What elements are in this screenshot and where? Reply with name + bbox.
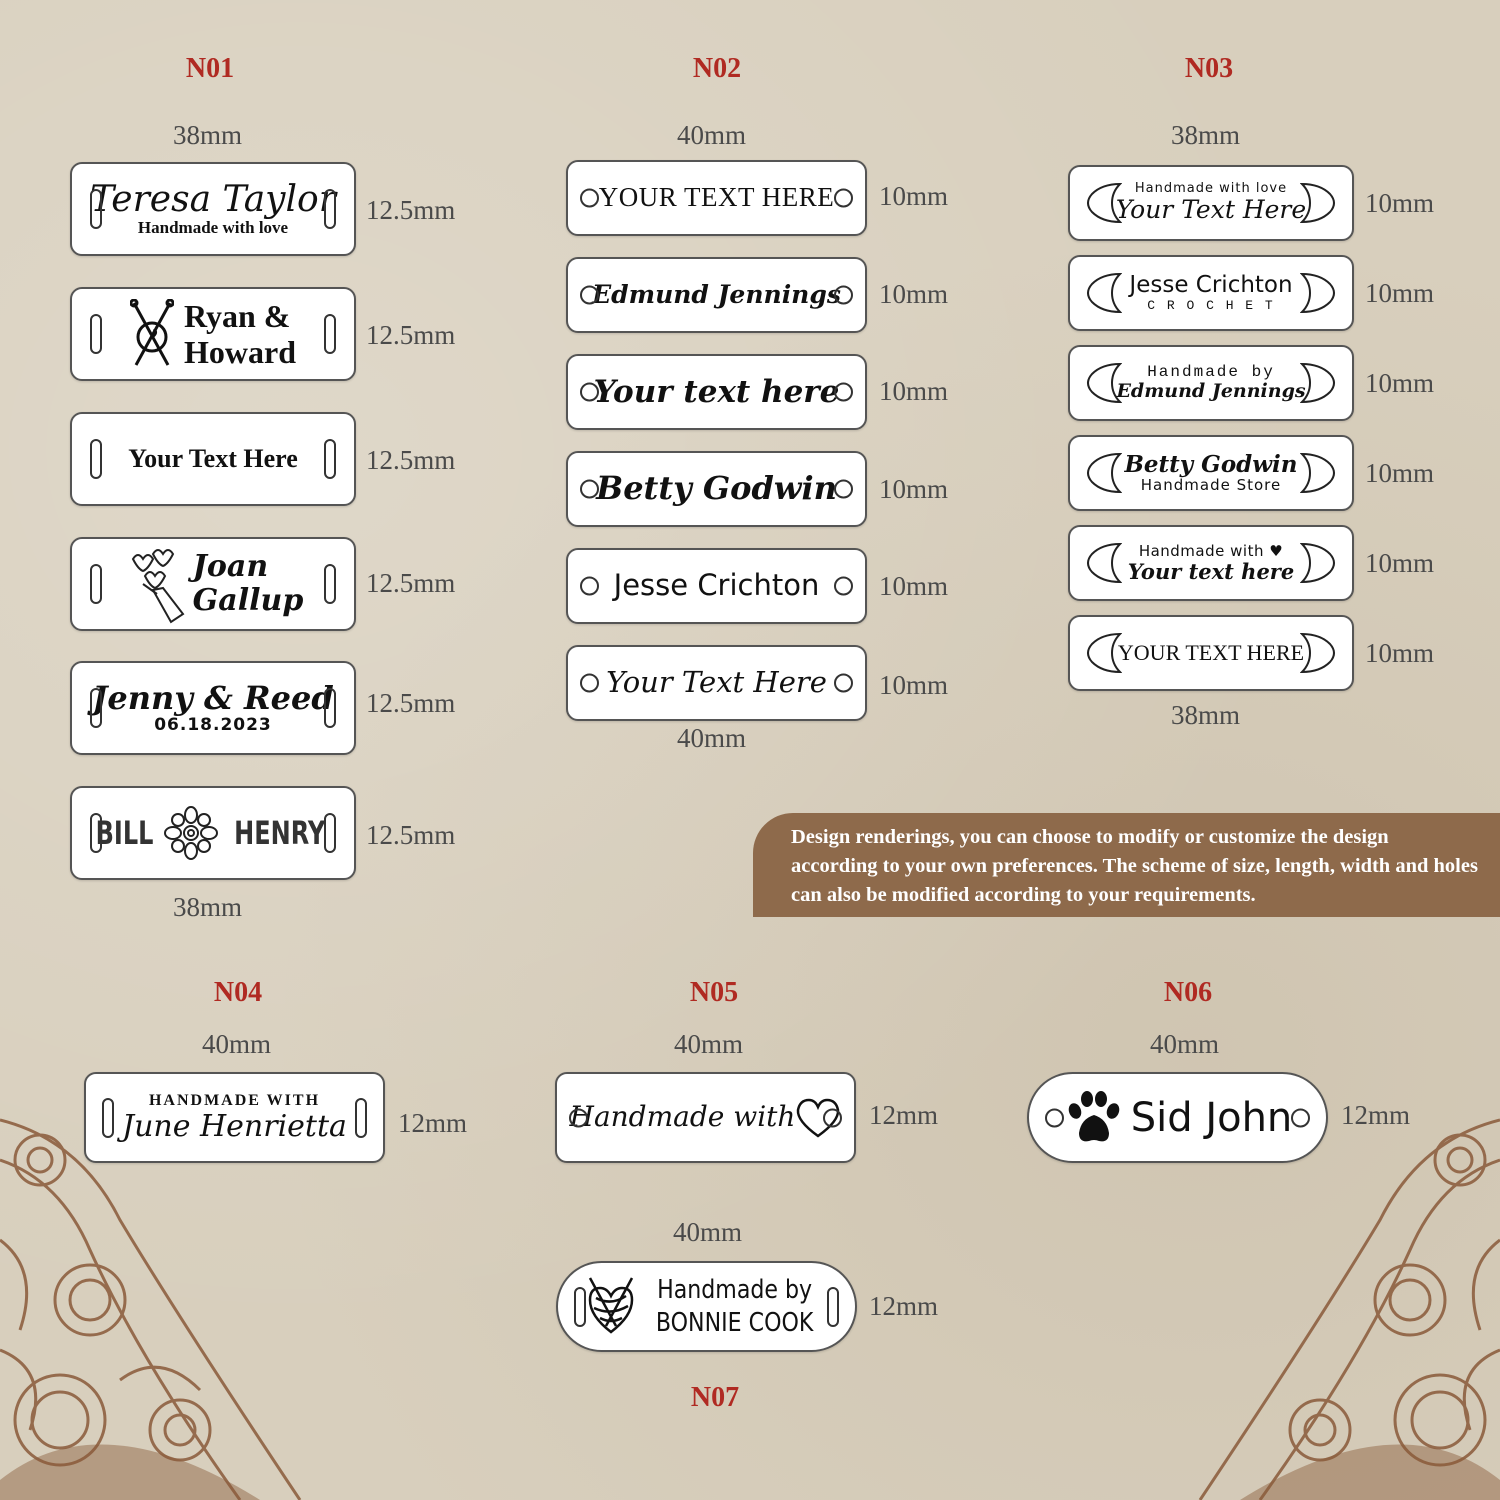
n05-height: 12mm [869,1100,939,1130]
n03-tag-2[interactable] [1068,255,1354,331]
hole-left [580,674,599,693]
slot-left [90,564,102,604]
hole-right [834,383,853,402]
n01-tag-6[interactable] [70,786,356,880]
slot-right [324,439,336,479]
n01-tag-4[interactable] [70,537,356,631]
heart-outline-right-icon [1300,540,1338,586]
tag-subtitle: C R O C H E T [1147,297,1275,313]
tag-name: Betty Godwin [1124,451,1298,479]
n03-height-3: 10mm [1365,368,1435,398]
tag-name: Your text here [1127,558,1295,584]
slot-right [324,688,336,728]
hole-left [580,286,599,305]
tag-name: Edmund Jennings [1116,380,1306,403]
hole-right [1291,1108,1310,1127]
n03-tag-5[interactable] [1068,525,1354,601]
n04-tag[interactable] [84,1072,385,1163]
heart-outline-right-icon [1300,180,1338,226]
n02-width-top: 40mm [677,120,747,150]
slot-right [827,1287,839,1327]
group-code-n05: N05 [689,977,739,1008]
slot-right [355,1098,367,1138]
yarn-heart-icon [586,1276,636,1338]
tag-subtitle: Handmade Store [1140,476,1282,495]
hole-left [580,189,599,208]
n03-width-bottom: 38mm [1171,700,1241,730]
tag-name-2: BONNIE COOK [655,1307,814,1338]
slot-right [324,189,336,229]
n03-width-top: 38mm [1171,120,1241,150]
tag-name: Your Text Here [606,665,827,700]
tag-name: Ryan & [184,298,291,334]
heart-outline-left-icon [1084,360,1122,406]
paw-icon [1063,1089,1123,1147]
n02-tag-3[interactable] [566,354,867,430]
tag-name: June Henrietta [122,1108,347,1144]
n02-tag-6[interactable] [566,645,867,721]
n01-height-5: 12.5mm [366,688,456,718]
slot-left [102,1098,114,1138]
n03-height-1: 10mm [1365,188,1435,218]
n02-tag-4[interactable] [566,451,867,527]
tag-subtitle: Handmade with love [137,218,289,238]
heart-outline-left-icon [1084,630,1122,676]
tag-subtitle: Handmade by [1147,362,1275,381]
n05-tag[interactable] [555,1072,856,1163]
n06-tag[interactable] [1027,1072,1328,1163]
heart-outline-left-icon [1084,450,1122,496]
n04-width: 40mm [202,1029,272,1059]
n06-width: 40mm [1150,1029,1220,1059]
n03-tag-3[interactable] [1068,345,1354,421]
tag-name: Jesse Crichton [1129,272,1293,299]
slot-right [324,564,336,604]
hole-left [580,577,599,596]
heart-outline-left-icon [1084,270,1122,316]
group-code-n04: N04 [213,977,263,1008]
tag-subtitle: Handmade with love [1134,181,1288,197]
n03-height-2: 10mm [1365,278,1435,308]
slot-right [324,314,336,354]
n01-width-top: 38mm [173,120,243,150]
slot-right [324,813,336,853]
n02-tag-1[interactable] [566,160,867,236]
hole-right [834,577,853,596]
n01-height-4: 12.5mm [366,568,456,598]
n01-height-1: 12.5mm [366,195,456,225]
tag-name: YOUR TEXT HERE [1117,639,1305,665]
slot-left [90,314,102,354]
n02-height-4: 10mm [879,474,949,504]
n06-height: 12mm [1341,1100,1411,1130]
n02-height-2: 10mm [879,279,949,309]
n02-width-bottom: 40mm [677,723,747,753]
n03-height-5: 10mm [1365,548,1435,578]
n01-height-2: 12.5mm [366,320,456,350]
n02-height-3: 10mm [879,376,949,406]
hole-right [834,674,853,693]
n01-tag-2[interactable] [70,287,356,381]
tag-name: Sid John [1130,1094,1293,1141]
flower-icon [163,805,219,861]
hole-right [834,480,853,499]
tag-name: Betty Godwin [596,469,837,508]
n03-height-6: 10mm [1365,638,1435,668]
tag-name: YOUR TEXT HERE [598,182,835,213]
tag-subtitle: Handmade with ♥ [1138,542,1284,561]
hole-right [834,189,853,208]
tag-name: Jenny & Reed [92,679,334,718]
tag-name-2: Howard [184,334,296,370]
group-code-n06: N06 [1163,977,1213,1008]
slot-left [90,189,102,229]
hole-left [1045,1108,1064,1127]
tag-name-2: HENRY [233,814,326,852]
knitting-icon [130,299,174,369]
heart-outline-left-icon [1084,180,1122,226]
tag-name: Edmund Jennings [592,280,841,310]
n01-height-6: 12.5mm [366,820,456,850]
hole-right [834,286,853,305]
tag-subtitle: HANDMADE WITH [148,1092,321,1110]
slot-left [90,439,102,479]
heart-outline-right-icon [1300,450,1338,496]
n02-tag-2[interactable] [566,257,867,333]
hole-left [580,383,599,402]
n03-tag-6[interactable] [1068,615,1354,691]
n02-tag-5[interactable] [566,548,867,624]
n01-tag-1[interactable] [70,162,356,256]
n01-tag-3[interactable] [70,412,356,506]
tag-name: Jesse Crichton [613,568,820,603]
tag-name: Your text here [593,373,840,410]
hole-left [569,1108,588,1127]
n01-tag-5[interactable] [70,661,356,755]
n02-height-6: 10mm [879,670,949,700]
bouquet-icon [123,544,193,624]
group-code-n02: N02 [692,53,742,84]
hole-right [823,1108,842,1127]
n01-height-3: 12.5mm [366,445,456,475]
n07-height: 12mm [869,1291,939,1321]
n04-height: 12mm [398,1108,468,1138]
n03-height-4: 10mm [1365,458,1435,488]
heart-outline-right-icon [1300,270,1338,316]
tag-date: 06.18.2023 [154,715,272,736]
tag-name: Your Text Here [1115,195,1307,225]
tag-name-2: Gallup [192,583,304,618]
tag-name: Handmade by [656,1274,813,1305]
tag-name: Joan [192,549,269,584]
hole-left [580,480,599,499]
group-code-n07: N07 [690,1382,740,1413]
heart-outline-right-icon [1300,630,1338,676]
n03-tag-4[interactable] [1068,435,1354,511]
n02-height-5: 10mm [879,571,949,601]
group-code-n03: N03 [1184,53,1234,84]
n01-width-bottom: 38mm [173,892,243,922]
heart-outline-left-icon [1084,540,1122,586]
design-note: Design renderings, you can choose to modify or customize the design according to your own preferences. The scheme of size, length, width and holes can also be modified according to your requirements. [753,813,1500,917]
n02-height-1: 10mm [879,181,949,211]
n07-tag[interactable] [556,1261,857,1352]
n05-width: 40mm [674,1029,744,1059]
heart-outline-right-icon [1300,360,1338,406]
group-code-n01: N01 [185,53,235,84]
tag-name: Handmade with [569,1100,796,1134]
slot-left [574,1287,586,1327]
n07-width: 40mm [673,1217,743,1247]
tag-name: BILL [95,814,154,852]
tag-name: Teresa Taylor [90,178,336,220]
slot-left [90,688,102,728]
tag-name: Your Text Here [128,443,298,473]
n03-tag-1[interactable] [1068,165,1354,241]
